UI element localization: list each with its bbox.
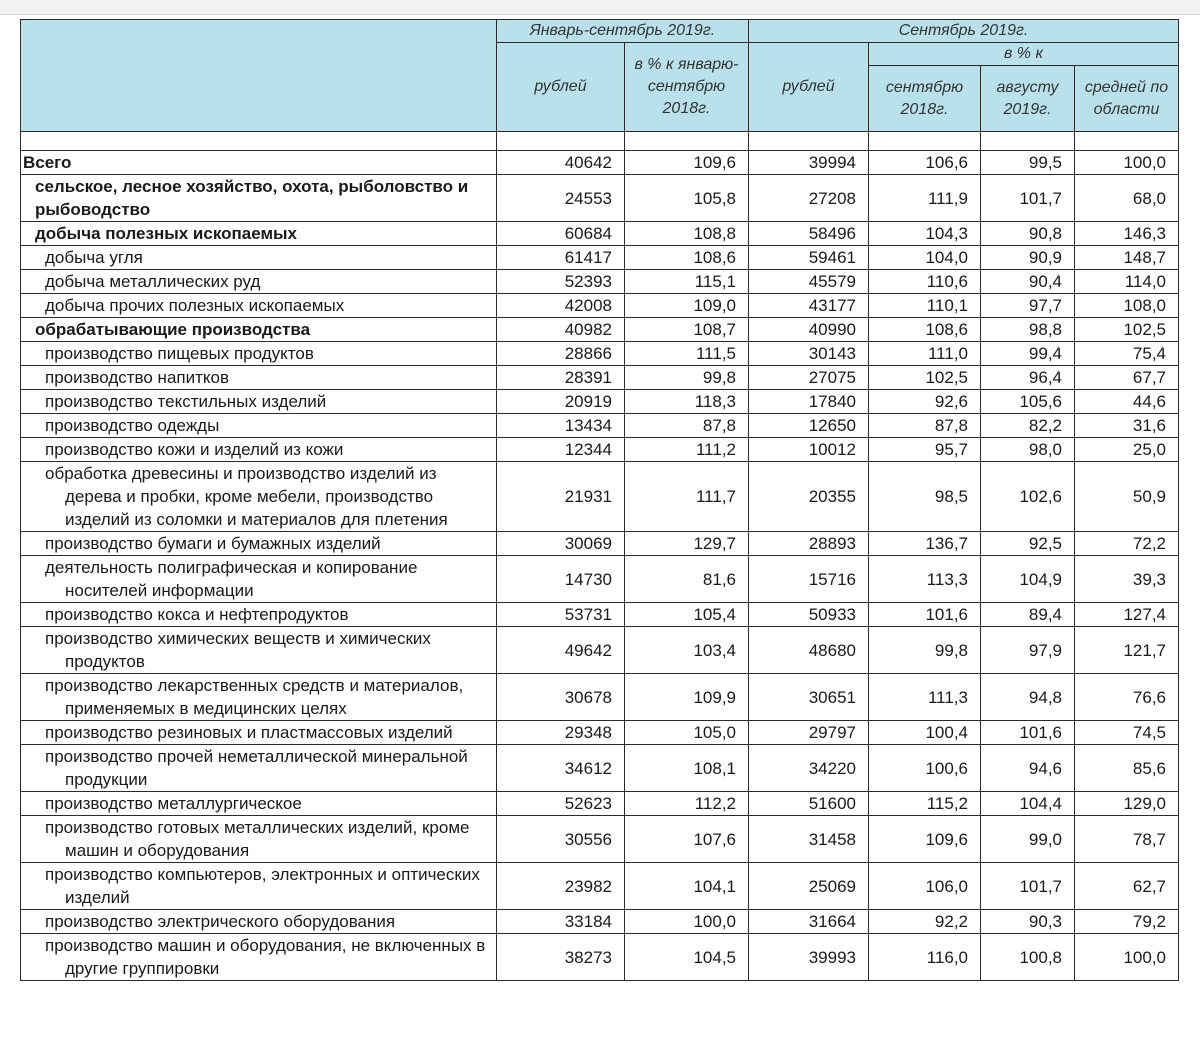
row-label bbox=[21, 910, 497, 934]
row-value: 14730 bbox=[497, 556, 625, 603]
table-row bbox=[21, 438, 1179, 462]
row-value: 92,6 bbox=[869, 390, 981, 414]
row-value: 108,6 bbox=[869, 318, 981, 342]
row-value: 100,0 bbox=[1075, 151, 1179, 175]
row-value: 105,8 bbox=[625, 175, 749, 222]
row-value: 129,0 bbox=[1075, 792, 1179, 816]
row-value: 60684 bbox=[497, 222, 625, 246]
row-value: 109,6 bbox=[625, 151, 749, 175]
row-value: 110,6 bbox=[869, 270, 981, 294]
row-value: 27075 bbox=[749, 366, 869, 390]
row-label bbox=[21, 390, 497, 414]
row-value: 111,9 bbox=[869, 175, 981, 222]
row-label-text: производство лекарственных средств и материалов, применяемых в медицинских целях bbox=[45, 676, 464, 718]
row-value: 112,2 bbox=[625, 792, 749, 816]
row-value: 51600 bbox=[749, 792, 869, 816]
row-value: 29348 bbox=[497, 721, 625, 745]
row-label bbox=[21, 414, 497, 438]
row-value: 30069 bbox=[497, 532, 625, 556]
row-value: 30651 bbox=[749, 674, 869, 721]
row-value: 101,6 bbox=[981, 721, 1075, 745]
row-value: 39994 bbox=[749, 151, 869, 175]
row-label bbox=[21, 603, 497, 627]
row-value: 75,4 bbox=[1075, 342, 1179, 366]
row-value: 40982 bbox=[497, 318, 625, 342]
row-value: 50,9 bbox=[1075, 462, 1179, 532]
header-aug-2019: августу 2019г. bbox=[981, 66, 1075, 132]
row-value: 105,6 bbox=[981, 390, 1075, 414]
row-value: 108,8 bbox=[625, 222, 749, 246]
row-value: 101,6 bbox=[869, 603, 981, 627]
row-value: 28893 bbox=[749, 532, 869, 556]
row-label-text: производство прочей неметаллической минеральной продукции bbox=[45, 747, 468, 789]
table-row bbox=[21, 532, 1179, 556]
row-value: 78,7 bbox=[1075, 816, 1179, 863]
table-row bbox=[21, 246, 1179, 270]
row-value: 105,0 bbox=[625, 721, 749, 745]
row-value: 48680 bbox=[749, 627, 869, 674]
row-value: 33184 bbox=[497, 910, 625, 934]
table-row bbox=[21, 294, 1179, 318]
row-value: 58496 bbox=[749, 222, 869, 246]
row-value: 44,6 bbox=[1075, 390, 1179, 414]
row-label bbox=[21, 674, 497, 721]
row-label bbox=[21, 151, 497, 175]
row-value: 107,6 bbox=[625, 816, 749, 863]
row-label bbox=[21, 438, 497, 462]
row-value: 62,7 bbox=[1075, 863, 1179, 910]
row-value: 109,9 bbox=[625, 674, 749, 721]
header-blank-cell bbox=[21, 20, 497, 132]
row-label bbox=[21, 816, 497, 863]
row-label-text: сельское, лесное хозяйство, охота, рыболовство и рыбоводство bbox=[35, 177, 469, 219]
row-label bbox=[21, 270, 497, 294]
row-value: 74,5 bbox=[1075, 721, 1179, 745]
row-value: 59461 bbox=[749, 246, 869, 270]
row-value: 87,8 bbox=[869, 414, 981, 438]
row-value: 106,6 bbox=[869, 151, 981, 175]
table-row bbox=[21, 934, 1179, 981]
row-label-text: производство бумаги и бумажных изделий bbox=[45, 534, 381, 553]
row-value: 121,7 bbox=[1075, 627, 1179, 674]
table-row bbox=[21, 910, 1179, 934]
row-value: 111,5 bbox=[625, 342, 749, 366]
row-label-text: производство кожи и изделий из кожи bbox=[45, 440, 344, 459]
header-sep-2018: сентябрю 2018г. bbox=[869, 66, 981, 132]
row-value: 111,2 bbox=[625, 438, 749, 462]
row-value: 102,5 bbox=[1075, 318, 1179, 342]
table-row bbox=[21, 745, 1179, 792]
row-value: 13434 bbox=[497, 414, 625, 438]
row-value: 28866 bbox=[497, 342, 625, 366]
row-value: 101,7 bbox=[981, 175, 1075, 222]
row-value: 94,8 bbox=[981, 674, 1075, 721]
row-value: 49642 bbox=[497, 627, 625, 674]
row-label-text: добыча полезных ископаемых bbox=[35, 224, 297, 243]
row-value: 148,7 bbox=[1075, 246, 1179, 270]
row-value: 40642 bbox=[497, 151, 625, 175]
row-value: 25,0 bbox=[1075, 438, 1179, 462]
row-label bbox=[21, 462, 497, 532]
row-value: 39,3 bbox=[1075, 556, 1179, 603]
row-value: 115,2 bbox=[869, 792, 981, 816]
table-row bbox=[21, 462, 1179, 532]
table-row bbox=[21, 270, 1179, 294]
row-value: 100,8 bbox=[981, 934, 1075, 981]
row-value: 146,3 bbox=[1075, 222, 1179, 246]
row-value: 25069 bbox=[749, 863, 869, 910]
row-value: 95,7 bbox=[869, 438, 981, 462]
row-value: 97,7 bbox=[981, 294, 1075, 318]
row-value: 89,4 bbox=[981, 603, 1075, 627]
row-value: 31,6 bbox=[1075, 414, 1179, 438]
row-value: 108,7 bbox=[625, 318, 749, 342]
row-value: 100,6 bbox=[869, 745, 981, 792]
row-value: 116,0 bbox=[869, 934, 981, 981]
row-label bbox=[21, 366, 497, 390]
row-value: 79,2 bbox=[1075, 910, 1179, 934]
row-label-text: производство одежды bbox=[45, 416, 220, 435]
row-label bbox=[21, 721, 497, 745]
row-value: 30556 bbox=[497, 816, 625, 863]
top-edge-strip bbox=[0, 0, 1200, 15]
table-row bbox=[21, 556, 1179, 603]
table-row bbox=[21, 603, 1179, 627]
row-value: 92,5 bbox=[981, 532, 1075, 556]
row-value: 111,3 bbox=[869, 674, 981, 721]
row-value: 12344 bbox=[497, 438, 625, 462]
row-value: 24553 bbox=[497, 175, 625, 222]
row-label-text: обрабатывающие производства bbox=[35, 320, 311, 339]
row-label-text: добыча угля bbox=[45, 248, 143, 267]
row-value: 129,7 bbox=[625, 532, 749, 556]
table-row bbox=[21, 366, 1179, 390]
row-value: 10012 bbox=[749, 438, 869, 462]
row-label-text: производство готовых металлических изделий, кроме машин и оборудования bbox=[45, 818, 470, 860]
row-value: 104,1 bbox=[625, 863, 749, 910]
row-value: 20355 bbox=[749, 462, 869, 532]
row-value: 102,6 bbox=[981, 462, 1075, 532]
header-pct-jan-sep-2018: в % к январю-сентябрю 2018г. bbox=[625, 43, 749, 132]
row-value: 45579 bbox=[749, 270, 869, 294]
row-value: 38273 bbox=[497, 934, 625, 981]
row-value: 114,0 bbox=[1075, 270, 1179, 294]
row-value: 52393 bbox=[497, 270, 625, 294]
row-value: 28391 bbox=[497, 366, 625, 390]
row-value: 30678 bbox=[497, 674, 625, 721]
row-value: 72,2 bbox=[1075, 532, 1179, 556]
row-value: 39993 bbox=[749, 934, 869, 981]
row-value: 50933 bbox=[749, 603, 869, 627]
table-row bbox=[21, 816, 1179, 863]
row-value: 23982 bbox=[497, 863, 625, 910]
row-value: 96,4 bbox=[981, 366, 1075, 390]
row-label bbox=[21, 175, 497, 222]
table-row bbox=[21, 222, 1179, 246]
row-value: 85,6 bbox=[1075, 745, 1179, 792]
table-body bbox=[21, 132, 1179, 981]
table-row bbox=[21, 721, 1179, 745]
row-value: 61417 bbox=[497, 246, 625, 270]
row-label bbox=[21, 792, 497, 816]
row-value: 90,9 bbox=[981, 246, 1075, 270]
row-value: 106,0 bbox=[869, 863, 981, 910]
row-value: 99,8 bbox=[625, 366, 749, 390]
table-row bbox=[21, 792, 1179, 816]
row-value: 94,6 bbox=[981, 745, 1075, 792]
row-value: 104,0 bbox=[869, 246, 981, 270]
header-region-average: средней по области bbox=[1075, 66, 1179, 132]
row-value: 102,5 bbox=[869, 366, 981, 390]
row-value: 12650 bbox=[749, 414, 869, 438]
table-row bbox=[21, 151, 1179, 175]
header-period-jan-sep: Январь-сентябрь 2019г. bbox=[497, 20, 749, 43]
row-value: 108,6 bbox=[625, 246, 749, 270]
row-value: 52623 bbox=[497, 792, 625, 816]
table-header bbox=[21, 20, 1179, 132]
table-row bbox=[21, 674, 1179, 721]
row-value: 110,1 bbox=[869, 294, 981, 318]
row-value: 99,4 bbox=[981, 342, 1075, 366]
row-label-text: Всего bbox=[23, 153, 72, 172]
header-pct-of: в % к bbox=[869, 43, 1179, 66]
row-value: 101,7 bbox=[981, 863, 1075, 910]
row-value: 99,8 bbox=[869, 627, 981, 674]
row-value: 15716 bbox=[749, 556, 869, 603]
row-value: 43177 bbox=[749, 294, 869, 318]
row-value: 31664 bbox=[749, 910, 869, 934]
row-value: 67,7 bbox=[1075, 366, 1179, 390]
row-value: 40990 bbox=[749, 318, 869, 342]
row-value: 113,3 bbox=[869, 556, 981, 603]
row-value: 87,8 bbox=[625, 414, 749, 438]
row-value: 68,0 bbox=[1075, 175, 1179, 222]
row-value: 104,4 bbox=[981, 792, 1075, 816]
row-value: 115,1 bbox=[625, 270, 749, 294]
table-row bbox=[21, 175, 1179, 222]
row-value: 82,2 bbox=[981, 414, 1075, 438]
row-value: 127,4 bbox=[1075, 603, 1179, 627]
row-label-text: производство резиновых и пластмассовых изделий bbox=[45, 723, 453, 742]
row-label-text: добыча металлических руд bbox=[45, 272, 261, 291]
row-value: 99,0 bbox=[981, 816, 1075, 863]
row-value: 109,0 bbox=[625, 294, 749, 318]
row-value: 100,0 bbox=[1075, 934, 1179, 981]
row-value: 27208 bbox=[749, 175, 869, 222]
row-label-text: производство компьютеров, электронных и оптических изделий bbox=[45, 865, 480, 907]
row-value: 111,7 bbox=[625, 462, 749, 532]
row-value: 34612 bbox=[497, 745, 625, 792]
table-spacer-row bbox=[21, 132, 1179, 151]
row-value: 81,6 bbox=[625, 556, 749, 603]
table-row bbox=[21, 318, 1179, 342]
row-value: 30143 bbox=[749, 342, 869, 366]
row-value: 34220 bbox=[749, 745, 869, 792]
row-label bbox=[21, 627, 497, 674]
row-label bbox=[21, 745, 497, 792]
row-value: 21931 bbox=[497, 462, 625, 532]
row-value: 90,4 bbox=[981, 270, 1075, 294]
row-value: 98,0 bbox=[981, 438, 1075, 462]
row-label-text: производство напитков bbox=[45, 368, 229, 387]
row-value: 105,4 bbox=[625, 603, 749, 627]
row-value: 104,3 bbox=[869, 222, 981, 246]
table-row bbox=[21, 342, 1179, 366]
row-value: 100,0 bbox=[625, 910, 749, 934]
row-value: 31458 bbox=[749, 816, 869, 863]
row-label-text: производство текстильных изделий bbox=[45, 392, 327, 411]
row-label-text: производство электрического оборудования bbox=[45, 912, 396, 931]
row-label bbox=[21, 934, 497, 981]
row-label bbox=[21, 294, 497, 318]
row-value: 97,9 bbox=[981, 627, 1075, 674]
row-label bbox=[21, 318, 497, 342]
row-value: 104,5 bbox=[625, 934, 749, 981]
row-value: 109,6 bbox=[869, 816, 981, 863]
row-label-text: производство металлургическое bbox=[45, 794, 302, 813]
row-label bbox=[21, 222, 497, 246]
row-label-text: обработка древесины и производство изделий из дерева и пробки, кроме мебели, производство изделий из соломки и материалов для плетения bbox=[45, 464, 448, 529]
header-rubles-2: рублей bbox=[749, 43, 869, 132]
row-label bbox=[21, 532, 497, 556]
row-value: 17840 bbox=[749, 390, 869, 414]
row-label bbox=[21, 556, 497, 603]
row-value: 104,9 bbox=[981, 556, 1075, 603]
row-value: 99,5 bbox=[981, 151, 1075, 175]
row-value: 29797 bbox=[749, 721, 869, 745]
row-value: 111,0 bbox=[869, 342, 981, 366]
row-value: 42008 bbox=[497, 294, 625, 318]
row-value: 90,3 bbox=[981, 910, 1075, 934]
wage-statistics-table bbox=[20, 19, 1179, 981]
table-row bbox=[21, 414, 1179, 438]
header-rubles-1: рублей bbox=[497, 43, 625, 132]
row-label-text: производство машин и оборудования, не включенных в другие группировки bbox=[45, 936, 486, 978]
row-value: 108,1 bbox=[625, 745, 749, 792]
row-label-text: производство пищевых продуктов bbox=[45, 344, 314, 363]
row-label bbox=[21, 342, 497, 366]
header-period-sep: Сентябрь 2019г. bbox=[749, 20, 1179, 43]
table-row bbox=[21, 390, 1179, 414]
row-value: 92,2 bbox=[869, 910, 981, 934]
row-value: 108,0 bbox=[1075, 294, 1179, 318]
row-value: 103,4 bbox=[625, 627, 749, 674]
row-label bbox=[21, 863, 497, 910]
row-label bbox=[21, 246, 497, 270]
row-value: 100,4 bbox=[869, 721, 981, 745]
table-row bbox=[21, 863, 1179, 910]
table-row bbox=[21, 627, 1179, 674]
row-label-text: добыча прочих полезных ископаемых bbox=[45, 296, 345, 315]
row-value: 136,7 bbox=[869, 532, 981, 556]
row-value: 20919 bbox=[497, 390, 625, 414]
row-value: 98,8 bbox=[981, 318, 1075, 342]
row-label-text: производство химических веществ и химических продуктов bbox=[45, 629, 431, 671]
row-value: 76,6 bbox=[1075, 674, 1179, 721]
row-value: 90,8 bbox=[981, 222, 1075, 246]
row-value: 53731 bbox=[497, 603, 625, 627]
row-label-text: деятельность полиграфическая и копирование носителей информации bbox=[45, 558, 418, 600]
row-value: 98,5 bbox=[869, 462, 981, 532]
row-value: 118,3 bbox=[625, 390, 749, 414]
row-label-text: производство кокса и нефтепродуктов bbox=[45, 605, 349, 624]
